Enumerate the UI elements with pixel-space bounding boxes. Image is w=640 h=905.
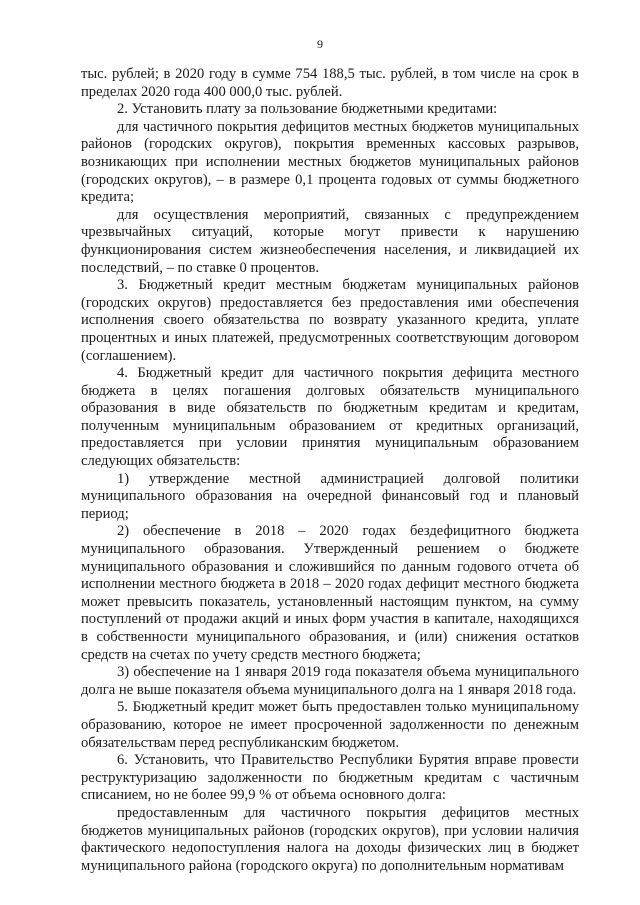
paragraph-restructuring-condition: предоставленным для частичного покрытия дефицитов местных бюджетов муниципальных районов (городских округов), при условии наличия фактического недопоступления налога на доходы физических лиц в бюджет муниципального района (городского округа) по дополнительным нормативам: [81, 804, 579, 874]
paragraph-deficit-coverage: для частичного покрытия дефицитов местных бюджетов муниципальных районов (городских округов), покрытия временных кассовых разрывов, возникающих при исполнении местных бюджетов муниципальных районов (городских округов), – в размере 0,1 процента годовых от суммы бюджетного кредита;: [81, 118, 579, 206]
paragraph-item-5: 5. Бюджетный кредит может быть предоставлен только муниципальному образованию, которое не имеет просроченной задолженности по денежным обязательствам перед республиканским бюджетом.: [81, 699, 579, 751]
page-number: 9: [317, 37, 323, 51]
paragraph-item-6: 6. Установить, что Правительство Республики Бурятия вправе провести реструктуризацию задолженности по бюджетным кредитам с частичным списанием, но не более 99,9 % от объема основного долга:: [81, 752, 579, 804]
paragraph-subitem-3: 3) обеспечение на 1 января 2019 года показателя объема муниципального долга не выше показателя объема муниципального долга на 1 января 2018 года.: [81, 664, 579, 698]
paragraph-item-2: 2. Установить плату за пользование бюджетными кредитами:: [117, 101, 498, 118]
document-body: [81, 66, 579, 875]
paragraph-item-4: 4. Бюджетный кредит для частичного покрытия дефицита местного бюджета в целях погашения долговых обязательств муниципального образования в виде обязательств по бюджетным кредитам и кредитам, полученным муниципальным образованием от кредитных организаций, предоставляется при условии принятия муниципальным образованием следующих обязательств:: [81, 365, 579, 470]
paragraph-item-3: 3. Бюджетный кредит местным бюджетам муниципальных районов (городских округов) предоставляется без предоставления ими обеспечения исполнения своего обязательства по возврату указанного кредита, уплате процентных и иных платежей, предусмотренных соответствующим договором (соглашением).: [81, 277, 579, 364]
paragraph-continuation: тыс. рублей; в 2020 году в сумме 754 188,5 тыс. рублей, в том числе на срок в пределах 2020 года 400 000,0 тыс. рублей.: [81, 66, 579, 100]
paragraph-subitem-2: 2) обеспечение в 2018 – 2020 годах бездефицитного бюджета муниципального образования. Утвержденный решением о бюджете муниципального образования и сложившийся по данным годового отчета об исполнении местного бюджета в 2018 – 2020 годах дефицит местного бюджета может превысить показатель, установленный настоящим пунктом, на сумму поступлений от продажи акций и иных форм участия в капитале, находящихся в собственности муниципального образования, и (или) снижения остатков средств на счетах по учету средств местного бюджета;: [81, 523, 579, 663]
paragraph-emergency-measures: для осуществления мероприятий, связанных с предупреждением чрезвычайных ситуаций, которые могут привести к нарушению функционирования систем жизнеобеспечения населения, и ликвидацией их последствий, – по ставке 0 процентов.: [81, 206, 579, 276]
paragraph-subitem-1: 1) утверждение местной администрацией долговой политики муниципального образования на очередной финансовый год и плановый период;: [81, 470, 579, 522]
